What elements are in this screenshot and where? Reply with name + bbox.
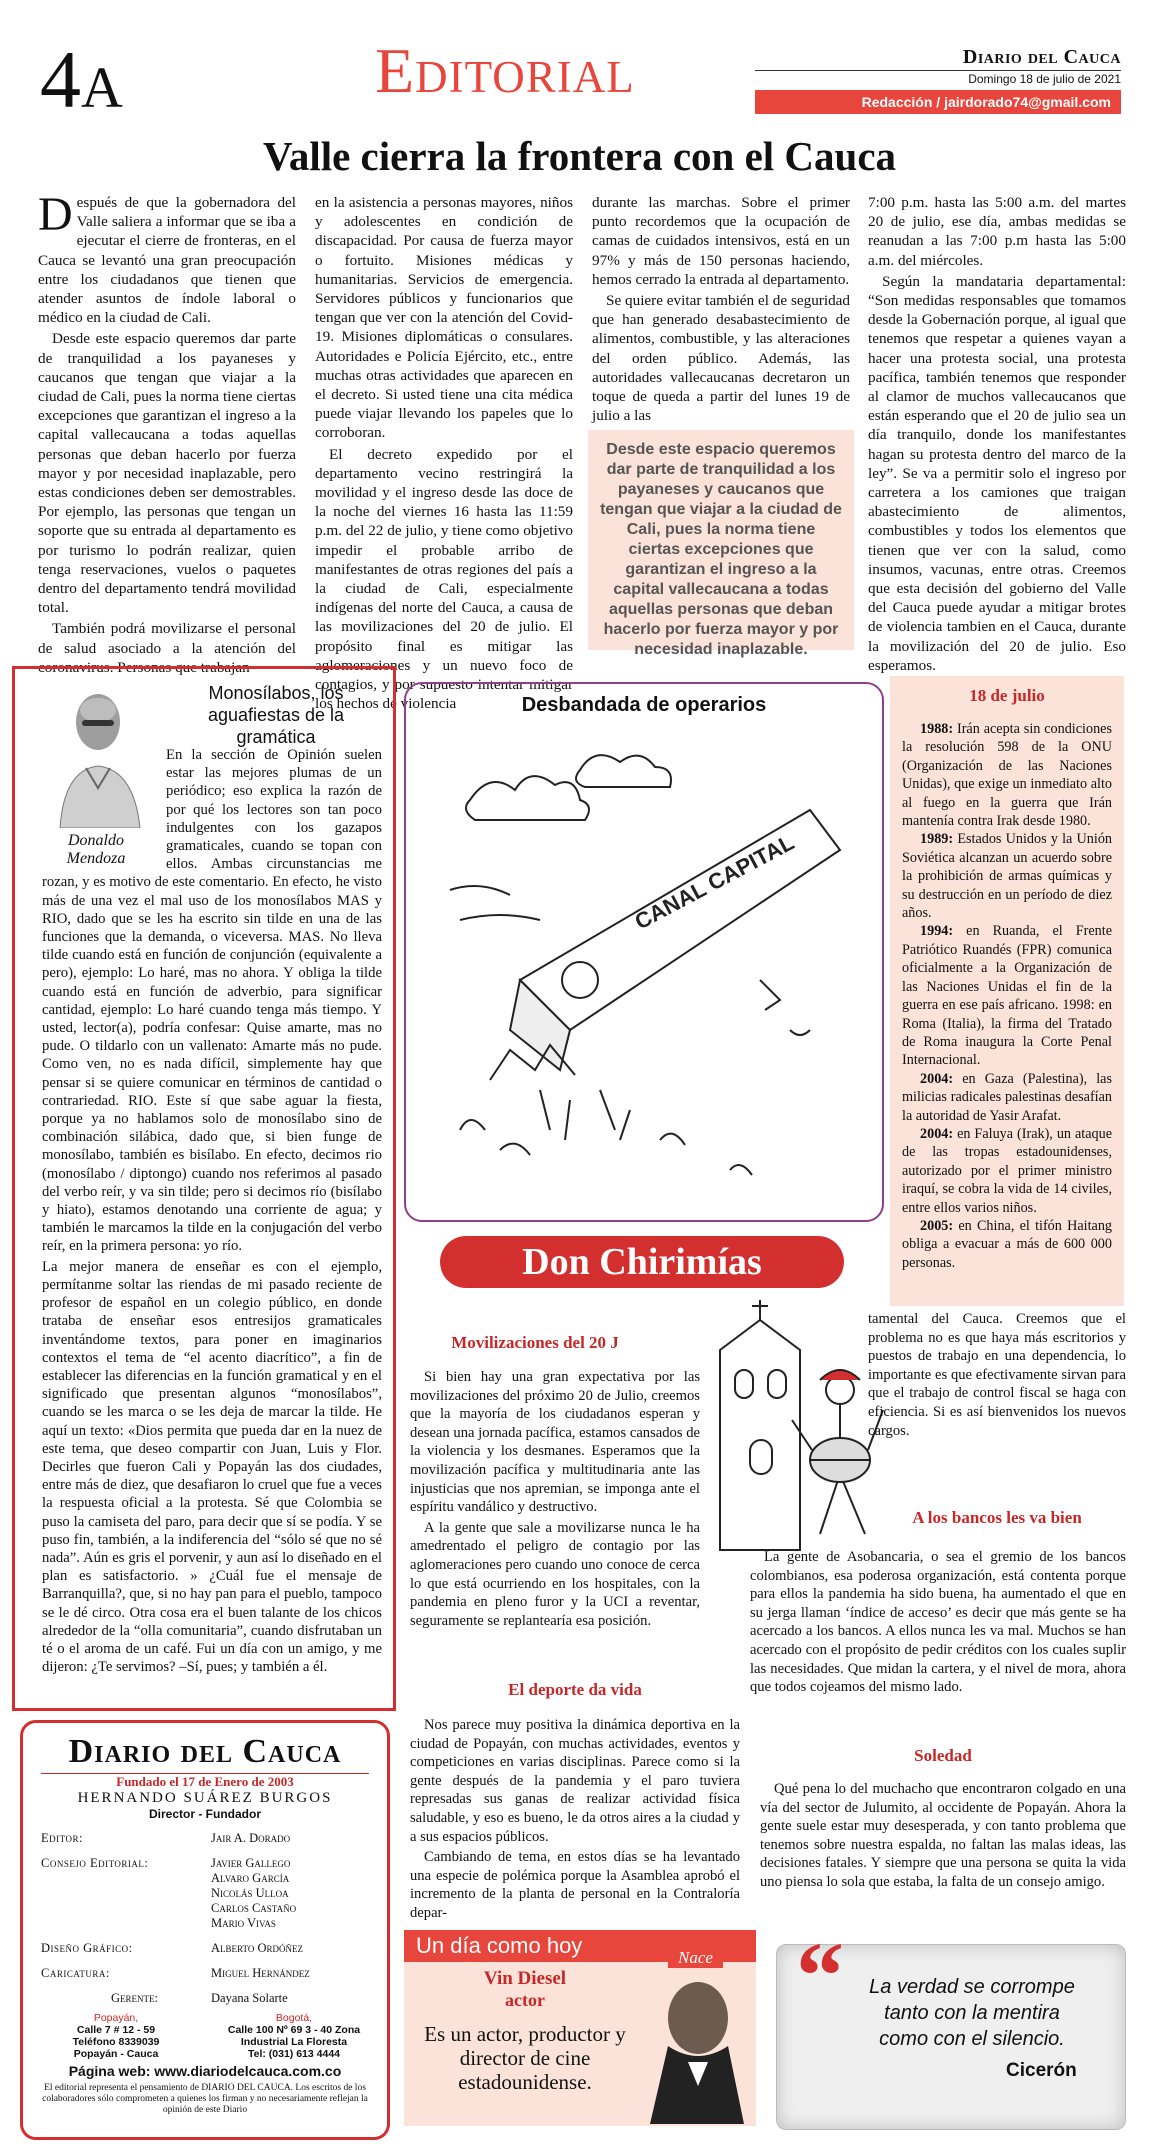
day-title: Un día como hoy	[404, 1930, 756, 1962]
editorial-paragraph: durante las marchas. Sobre el primer punto recordemos que la ocupación de camas de cuidados intensivos, está en un 97% y más de 150 personas haciendo, hemos cerrado la entrada al departamento.	[592, 194, 850, 288]
directory-row-label: Consejo Editorial:	[41, 1856, 149, 1870]
cartoon-drawing	[430, 730, 860, 1200]
day-description: Es un actor, productor y director de cine estadounidense.	[424, 2022, 626, 2094]
history-text: en Gaza (Palestina), las milicias radicales palestinas desafían la autoridad de Yasir Arafat.	[902, 1070, 1112, 1124]
chirimias-paragraph: tamental del Cauca. Creemos que el problema no es que haya más escritorios y puestos de trabajo en una dependencia, lo importante es que efectivamente sirvan para que el trabajo de control fiscal se haga con eficiencia. Si es así bienvenidos los nuevos cargos.	[868, 1311, 1126, 1439]
editorial-column-2	[315, 193, 573, 715]
editorial-paragraph: Desde este espacio queremos dar parte de tranquilidad a los payaneses y caucanos que tengan que viajar a la ciudad de Cali, pues la norma tiene ciertas excepciones que garantizan el ingreso a la capital vallecaucana a todas aquellas personas que deban hacerlo por fuerza mayor y por necesidad inaplazable, pero estas condiciones deben ser demostrables. Por ejemplo, las personas que tengan un soporte que su entrada al departamento es por turismo lo podrán realizar, quien tenga reservaciones, vuelos o paquetes dentro del departamento tendrá movilidad total.	[38, 330, 296, 617]
editorial-paragraph: Se quiere evitar también el de seguridad que han generado desabastecimiento de alimentos, combustible, y las alteraciones del orden público. Además, las autoridades vallecaucanas decretaron un toque de queda a partir del lunes 19 de julio a las	[592, 292, 850, 425]
page-number-letter: A	[81, 55, 123, 120]
page-number	[40, 34, 123, 128]
history-text: Estados Unidos y la Unión Soviética alcanzan un acuerdo sobre la prohibición de armas químicas y su destrucción en un período de diez años.	[902, 831, 1113, 922]
quote-author: Cicerón	[1006, 2060, 1077, 2081]
history-year: 2004:	[920, 1070, 954, 1087]
directory-row-label: Diseño Gráfico:	[41, 1941, 133, 1955]
directory-founded: Fundado el 17 de Enero de 2003	[41, 1773, 369, 1790]
directory-row-value: Jair A. Dorado	[211, 1831, 291, 1845]
directory-manager-label: Gerente:	[111, 1991, 158, 2005]
history-year: 2004:	[920, 1125, 954, 1142]
directory-row-label: Editor:	[41, 1831, 83, 1845]
directory-row-value: Mario Vivas	[211, 1916, 276, 1930]
history-text: en Ruanda, el Frente Patriótico Ruandés (FPR) comunica oficialmente a la Organización de las Naciones Unidas el fin de la guerra en ese país africano. 1998: en Roma (Italia), la firma del Tratado de Roma inaugura la Corte Penal Internacional.	[902, 923, 1112, 1069]
opinion-title: Monosílabos, los aguafiestas de la gramática	[207, 683, 345, 747]
editorial-column-4	[868, 193, 1126, 677]
directory-disclaimer: El editorial representa el pensamiento de DIARIO DEL CAUCA. Los escritos de los colaboradores sólo comprometen a quienes los firman y no necesariamente reflejan la opinión de este Diario	[42, 2083, 368, 2115]
directory-rows	[41, 1831, 369, 1981]
header-rule	[755, 70, 1121, 71]
directory-row	[41, 1831, 369, 1846]
office-line: Popayán - Cauca	[73, 2048, 159, 2060]
directory-row-label: Caricatura:	[41, 1966, 110, 1980]
directory-offices	[41, 2012, 369, 2060]
history-text: en China, el tifón Haitang obliga a evacuar a más de 600 000 personas.	[902, 1217, 1113, 1271]
directory-row-values	[211, 1941, 369, 1956]
office-line: Calle 100 Nº 69 3 - 40 Zona	[227, 2024, 361, 2036]
section-title: Editorial	[375, 35, 635, 106]
office-popayan	[41, 2012, 191, 2060]
directory-row-values	[211, 1856, 369, 1931]
history-entry	[902, 830, 1112, 922]
editorial-paragraph: en la asistencia a personas mayores, niños y adolescentes en condición de discapacidad. Por causa de fuerza mayor o fortuito. Misiones médicas y humanitarias. Servicios de emergencia. Servidores públicos y funcionarios que tengan que ver con la atención del Covid-19. Misiones diplomáticas o consulares. Autoridades e Policía Ejército, etc., entre muchas otras actividades que aparecen en el decreto. Si usted tiene una cita médica puede viajar llevando los papeles que lo corroboran.	[315, 194, 573, 442]
directory-row-value: Alberto Ordóñez	[211, 1941, 303, 1955]
editorial-paragraph: Según la mandataria departamental: “Son medidas responsables que tomamos desde la Gobernación porque, al igual que tenemos que respetar a quienes vayan a hacer una protesta social, una protesta pacífica, también tenemos que responder al clamor de muchos vallecaucanos que están esperando que el 20 de julio sea un día tranquilo, donde los manifestantes hagan su protesta dentro del marco de la ley”. Se va a permitir solo el ingreso por carretera a los camiones que traigan abastecimiento de alimentos, combustibles y todos los elementos que tienen que ver con la salud, como insumos, vacunas, entre otras. Creemos que esta decisión del gobierno del Valle del Cauca puede ayudar a mitigar brotes de violencia tambien en el Cauca, durante la movilización del 20 de julio. Eso esperamos.	[868, 272, 1126, 674]
day-tag: Nace	[668, 1948, 723, 1968]
chirimias-paragraph: La gente de Asobancaria, o sea el gremio de los bancos colombianos, esa poderosa organización, está contenta porque para ellos la pandemia ha sido buena, ha aumentado el que en su jerga llaman ‘índice de acceso’ es decir que más gente se ha acercado a los bancos. A ellos nunca les va mal. Muchos se han acercado con el propósito de pedir créditos con los cuales suplir las necesidades. Que midan la cartera, y el nivel de mora, ahora que todos cojeamos del mismo lado.	[750, 1549, 1126, 1696]
history-entry	[902, 922, 1112, 1069]
directory-manager-name: Dayana Solarte	[211, 1991, 288, 2005]
directory-box	[20, 1720, 390, 2140]
directory-row-value: Carlos Castaño	[211, 1901, 297, 1915]
cartoon-title: Desbandada de operarios	[521, 694, 767, 716]
chirimias-paragraph: Qué pena lo del muchacho que encontraron colgado en una vía del sector de Julumito, al occidente de Popayán. Ahora la gente suele estar muy desesperada, y con tanto problema que tenemos sobre nuestra espalda, no faltan las malas ideas, las decisiones fatales. Y siempre que una persona se quita la vida uno piensa lo sola que estaba, la falta de un consejo amigo.	[760, 1781, 1126, 1890]
history-year: 1989:	[920, 831, 954, 848]
directory-row	[41, 1941, 369, 1956]
day-person-photo	[640, 1966, 752, 2124]
editorial-column-3	[592, 193, 850, 427]
chirimias-paragraph: Cambiando de tema, en estos días se ha levantado una especie de polémica porque la Asamblea aprobó el incremento de la planta de personal en la Contraloría depar-	[410, 1849, 740, 1921]
office-line: Tel: (031) 613 4444	[247, 2048, 341, 2060]
chirimias-paragraph: A la gente que sale a movilizarse nunca le ha amedrentado el peligro de contagio por las aglomeraciones pero cuando uno conoce de cerca lo que está ocurriendo en los hospitales, con la pandemia en pleno furor y la UCI a reventar, seguramente se replantearía esa posición.	[410, 1519, 700, 1629]
chirimias-sec1-text	[410, 1368, 700, 1632]
cartoon-sign-text: CANAL CAPITAL	[630, 829, 799, 935]
chirimias-sec2-text	[410, 1716, 740, 1925]
office-city: Bogotá,	[275, 2012, 313, 2024]
day-person-role: actor	[505, 1990, 545, 2010]
history-year: 1988:	[920, 721, 954, 737]
history-text: Irán acepta sin condiciones la resolución 598 de la ONU (Organización de las Naciones Unidas), que exige un inmediato alto al fuego en la guerra que Irán mantenía contra Irak desde 1980.	[902, 721, 1112, 830]
directory-row-values	[211, 1966, 369, 1981]
day-person-name: Vin Diesel	[483, 1968, 567, 1989]
directory-row-values	[211, 1831, 369, 1846]
directory-row-value: Nicolás Ulloa	[211, 1886, 289, 1900]
history-entry	[902, 720, 1112, 830]
editorial-paragraph: El decreto expedido por el departamento vecino restringirá la movilidad y el ingreso desde las doce de la noche del viernes 16 hasta las 11:59 p.m. del 22 de julio, y tiene como objetivo impedir el probable arribo de manifestantes de otras regiones del país a la ciudad de Cali, especialmente indígenas del norte del Cauca, a causa de las movilizaciones del 20 de julio. El propósito final es mitigar las aglomeraciones y un nuevo foco de contagios, y por supuesto intentar mitigar los hechos de violencia	[315, 445, 573, 713]
chirimias-title: Don Chirimías	[522, 1241, 762, 1283]
history-entry	[902, 1217, 1112, 1272]
editorial-pullquote: Desde este espacio queremos dar parte de tranquilidad a los payaneses y caucanos que tengan que viajar a la ciudad de Cali, pues la norma tiene ciertas excepciones que garantizan el ingreso a la capital vallecaucana a todas aquellas personas que deban hacerlo por fuerza mayor y por necesidad inaplazable.	[588, 430, 854, 650]
editorial-paragraph: También podrá movilizarse el personal de salud asociado a la atención del coronavirus. Personas que trabajan	[38, 620, 296, 676]
opinion-paragraph: En la sección de Opinión suelen estar las mejores plumas de un periódico; eso explica la razón de por qué los lectores son tan poco indulgentes con los gazapos gramaticales, cuando se topan con ellos. Ambas circunstancias me rozan, y es motivo de este comentario. En efecto, he visto más de una vez el mal uso de los monosílabos MAS y RIO, dado que se les ha escrito sin tilde en una de las funciones que la demanda, o viceversa. MAS. No lleva tilde cuando está en función de conjunción (equivalente a pero), ejemplo: Lo haré, mas no ahora. Y obliga la tilde cuando está en función de adverbio, para significar cantidad, ejemplo: Lo haré cuando tenga más tiempo. Y usted, lector(a), podría confesar: Quise amarte, mas no pude. O tildarlo con un vallenato: Amarte más no pude. Como ven, no es nada difícil, simplemente hay que pensar si se quiere comunicar en términos de cantidad o contrariedad. RIO. Este sí que sabe aguar la fiesta, porque ya no hablamos solo de monosílabo sino de combinación silábica, dado que, si bien funge de monosílabo, también es bisílabo. En efecto, decimos rio (monosílabo / diptongo) cuando nos referimos al pasado del verbo reír, y va sin tilde; pero si decimos río (bisílabo y hiato), estamos denotando una corriente de agua; y también le marcamos la tilde en la conjugación del verbo reír, en la primera persona: yo río.	[42, 747, 382, 1255]
chirimias-right-top	[868, 1310, 1126, 1442]
header-contact: Redacción / jairdorado74@gmail.com	[755, 90, 1121, 114]
opinion-paragraph: La mejor manera de enseñar es con el ejemplo, permítanme soltar las riendas de mi pasado reciente de profesor de español en un colegio público, en donde trataba de enseñar esos entresijos gramaticales inventándome textos, para poner en imaginarios contextos el tema de “el acento diacrítico”, a fin de establecer las diferencias en la función gramatical y en el significado que presentan algunos “monosílabos”, cuando se les marca o se les deja de marcar la tilde. He aquí un texto: «Dios permita que pueda dar en la nuez de este tema, que deseo compartir con Juan, Luis y Flor. Decirles que fueron Cali y Popayán las dos ciudades, entre más de diez, que desafiaron lo cruel que fue a veces la respuesta oficial a la protesta. Sé que Colombia se puso la camiseta del paro, para decir que sí se podía. Y se puso fin, también, a la indiferencia del “sólo sé que no sé nada”. Aún es gris el porvenir, y aun así lo diseñado en el plan es satisfactorio. » ¿Cuál fue el mensaje de Barranquilla?, que, si no hay pan para el pueblo, tampoco se le dé circo. Otra cosa era el buen talante de los chicos alrededor de la “olla comunitaria”, cuando disfrutaban un té o el aroma de un café. Fui un día con un amigo, y me dijeron: ¿Te servimos? –Sí, pues; y también a él.	[42, 1258, 382, 1676]
history-text: en Faluya (Irak), un ataque de las tropas estadounidenses, autorizado por el primer ministro iraquí, se cobra la vida de 14 civiles, entre ellos varios niños.	[902, 1125, 1112, 1216]
history-box	[890, 676, 1124, 1306]
page-number-digit: 4	[40, 34, 81, 125]
chirimias-paragraph: Si bien hay una gran expectativa por las movilizaciones del próximo 20 de Julio, creemos que la mayoría de los ciudadanos esperan y desean una jornada pacífica, estamos cansados de la violencia y los desmanes. Esperamos que la movilización pacífica y multitudinaria ante las injusticias que nos apremian, se imponga ante el espíritu vandálico y destructivo.	[410, 1369, 700, 1516]
quote-mark-icon: “	[796, 1922, 844, 2029]
directory-row-value: Miguel Hernández	[211, 1966, 310, 1980]
directory-row	[41, 1966, 369, 1981]
editorial-column-1	[38, 188, 296, 679]
history-year: 2005:	[920, 1217, 954, 1234]
drop-cap: D	[38, 188, 73, 241]
history-entry	[902, 1125, 1112, 1217]
author-name: Donaldo Mendoza	[66, 832, 126, 867]
editorial-paragraph: espués de que la gobernadora del Valle saliera a informar que se iba a ejecutar el cierre de fronteras, en el Cauca se levantó una gran preocupación entre los ciudadanos que tienen que atender asuntos de índole laboral o médico en la ciudad de Cali.	[38, 194, 296, 327]
history-title: 18 de julio	[969, 686, 1045, 705]
chirimias-sec4-text	[760, 1780, 1126, 1894]
chirimias-sec3-text	[750, 1548, 1126, 1699]
directory-web-link[interactable]: Página web: www.diariodelcauca.com.co	[68, 2063, 342, 2079]
directory-row	[41, 1856, 369, 1931]
office-line: Industrial La Floresta	[240, 2036, 348, 2048]
chirimias-paragraph: Nos parece muy positiva la dinámica deportiva en la ciudad de Popayán, con muchas actividades, eventos y competiciones en varias disciplinas. Parece como si la gente después de la pandemia y el paro tuviera represadas sus ganas de realizar actividad física saludable, y eso es bueno, le da otros aires a la ciudad y a sus espacios públicos.	[410, 1717, 740, 1845]
editorial-paragraph: 7:00 p.m. hasta las 5:00 a.m. del martes 20 de julio, ese día, ambas medidas se reanudan a las 7:00 p.m hasta las 5:00 a.m. del miércoles.	[868, 194, 1126, 269]
history-list	[902, 720, 1112, 1272]
directory-manager	[41, 1991, 369, 2006]
office-line: Calle 7 # 12 - 59	[76, 2024, 156, 2036]
chirimias-sec2-title: El deporte da vida	[508, 1680, 642, 1699]
opinion-text	[42, 746, 382, 1678]
history-year: 1994:	[920, 923, 954, 940]
chirimias-sec1-title: Movilizaciones del 20 J	[451, 1333, 619, 1352]
history-entry	[902, 1070, 1112, 1125]
directory-founder: HERNANDO SUÁREZ BURGOS	[77, 1790, 333, 1806]
chirimias-sec4-title: Soledad	[914, 1746, 972, 1765]
office-line: Teléfono 8339039	[72, 2036, 160, 2048]
office-bogota	[219, 2012, 369, 2060]
directory-founder-role: Director - Fundador	[148, 1807, 261, 1821]
directory-row-value: Alvaro García	[211, 1871, 290, 1885]
editorial-headline: Valle cierra la frontera con el Cauca	[262, 133, 897, 179]
masthead-small: Diario del Cauca	[962, 46, 1121, 68]
header-date: Domingo 18 de julio de 2021	[968, 72, 1121, 86]
chirimias-sec3-title: A los bancos les va bien	[912, 1508, 1082, 1527]
directory-row-value: Javier Gallego	[211, 1856, 291, 1870]
quote-text: La verdad se corrompe tanto con la mentira como con el silencio.	[869, 1976, 1075, 2050]
directory-logo: Diario del Cauca	[68, 1733, 342, 1770]
office-city: Popayán,	[93, 2012, 139, 2024]
